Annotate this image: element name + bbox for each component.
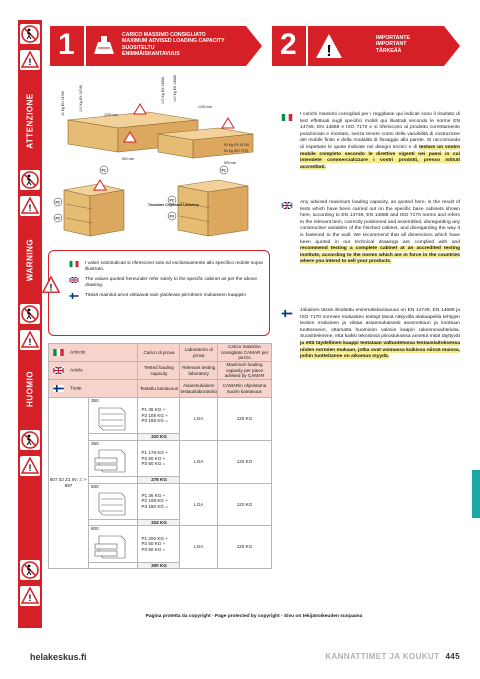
body-paragraph-it: I carichi massimi consigliati per i reggibase qui indicati sono il risultato di test effettuati sugli specifici mobili qui illustrati secondo le norme EN 14749, EN 14688 e ISO 7170 e si riferiscono al prodotto correttamente posizionato e montato, senza tenere conto della variabilità di costruzione del mobile finito e della modalità di fissaggio alla parete. Si raccomanda di rispettare le quote indicate nei disegni tecnici e di testare un vostro mobile completo secondo le direttive vigenti nei paesi in cui intendete commercializzare i vostri prodotti, presso istituti accreditati.	[300, 112, 460, 170]
header-max-load: Maximum loading capacity per piece advised by CAMAR	[218, 362, 272, 380]
shelf-label: P2	[169, 198, 174, 203]
header-tested-load: Testattu kantavuus	[138, 380, 180, 398]
table-header-row	[49, 344, 272, 362]
note-text-fi: Tässä mainitut arvot viittaavat vain yläolevan piirroksen mukaiseen kaappiin	[85, 293, 247, 298]
header-article: Tuote	[70, 385, 82, 391]
warning-triangle-icon	[20, 456, 40, 476]
side-load-label-2: 50 Kg ISO 7170	[224, 149, 249, 153]
header-tested-load: Carico di prova	[138, 344, 180, 362]
banner-important	[272, 26, 460, 66]
shelf-label: P3	[169, 214, 174, 219]
load-diagram	[48, 75, 262, 246]
lab-value: LGA	[180, 440, 218, 483]
max-load-value: 120 KG	[218, 398, 272, 441]
total-load: 278 KG	[138, 476, 180, 483]
width-label: 600	[91, 526, 99, 532]
lab-value: LGA	[180, 398, 218, 441]
sidebar-label-en: WARNING	[25, 238, 35, 282]
flag-finland-icon	[69, 293, 79, 299]
table-row	[49, 398, 272, 434]
flag-finland-icon	[53, 385, 64, 392]
flag-uk-icon	[281, 202, 293, 209]
panel-material-label: Truciolare Chipboard Lastulevy	[148, 203, 199, 207]
note-text-en: The values quoted hereunder refer solely to the specific cabinet as per the above drawing.	[85, 277, 257, 288]
note-text-it: I valori sottoindicati si riferiscono solo ed esclusivamente allo specifico mobile sopra illustrato.	[85, 261, 263, 272]
shelf-label: P1	[221, 168, 226, 173]
svg-text:!: !	[28, 57, 32, 67]
load-scale-icon	[90, 34, 118, 58]
body-paragraph-fi: Jokainen tässä ilmoitettu enimmäiskantavuus on EN 14749, EN 14688 ja ISO 7170 normien mukaisten testejä tässä näkyvillä alakaapeilla tehtyjen testien mukainen ja viittaa asianmukaisesti asennettuun ja koottuun tuotteeseen, ottamatta huomioon valmiin kaapin rakennevaihteluita. Suosittelemme, että kaikki teknisissä piirustuksissa annetut mitat täyttyvät ja että täydellinen kaappi testataan valtuutetussa testauslaitoksessa niiden normien mukaan, jotka ovat voimassa kaikissa niissä maissa, joihin tuotteitanne on aikomus myydä.	[300, 308, 460, 360]
header-article: Articolo	[70, 349, 86, 355]
svg-text:!: !	[326, 43, 332, 60]
footer-site: helakeskus.fi	[30, 652, 87, 662]
width-label: 350	[91, 398, 99, 403]
section-title: KANNATTIMET JA KOUKUT	[325, 652, 440, 661]
step-number-1: 1	[58, 28, 75, 61]
load-breakdown: P1 200 KG + P2 50 KG + P3 50 KG =	[138, 526, 180, 562]
max-load-value: 120 KG	[218, 526, 272, 569]
width-label-2: 1200 mm	[198, 105, 213, 109]
flag-italy-icon	[53, 349, 64, 356]
banner1-text: CARICO MASSIMO CONSIGLIATO MAXIMUM ADVISED LOADING CAPACITY SUOSITELTU ENIMMÄISKANTAVUUS	[122, 32, 225, 58]
load-spec-table	[48, 343, 272, 569]
load-label-4: 100 Kg EN 14688	[173, 75, 177, 102]
lab-value: LGA	[180, 483, 218, 526]
sidebar-label-it: ATTENZIONE	[25, 93, 35, 149]
load-label-3: 100 Kg EN 14688	[161, 77, 165, 104]
header-lab: Laboratorio di prova	[180, 344, 218, 362]
step-number-2: 2	[280, 28, 297, 61]
page-number: 445	[445, 652, 460, 661]
width-label: 350	[91, 440, 99, 446]
svg-text:!: !	[28, 593, 32, 603]
lab-value: LGA	[180, 526, 218, 569]
no-climbing-icon	[20, 24, 40, 44]
width-label-3: 500 mm	[122, 157, 135, 161]
cabinet-shelves-icon	[91, 489, 131, 517]
total-load: 324 KG	[138, 519, 180, 526]
header-article: Article	[70, 367, 83, 373]
footer-section	[325, 652, 460, 661]
load-breakdown: P1 36 KG + P2 108 KG + P3 180 KG =	[138, 483, 180, 519]
no-climbing-icon	[20, 170, 40, 190]
article-code: 807 02 Z1 IN □□ + 897	[49, 398, 89, 569]
warning-triangle-icon	[314, 32, 344, 60]
load-label-2: 100 Kg EN 14749	[79, 85, 83, 112]
warning-triangle-icon	[20, 196, 40, 216]
svg-text:!: !	[49, 282, 53, 293]
total-load: 310 KG	[138, 434, 180, 441]
header-max-load: Carico massimo consigliato CAMAR per pezzo	[218, 344, 272, 362]
shelf-label: P3	[55, 216, 60, 221]
load-breakdown: P1 178 KG + P2 50 KG + P3 50 KG =	[138, 440, 180, 476]
shelf-label: P1	[101, 168, 106, 173]
section-tab	[472, 470, 480, 518]
cabinet-drawers-icon	[91, 446, 131, 474]
shelf-label: P2	[55, 200, 60, 205]
svg-text:!: !	[28, 203, 32, 213]
banner-max-load	[50, 26, 262, 66]
warning-sidebar	[18, 20, 42, 628]
no-climbing-icon	[20, 560, 40, 580]
width-label-1: 1200 mm	[104, 113, 119, 117]
max-load-value: 120 KG	[218, 483, 272, 526]
load-breakdown: P1 36 KG + P2 108 KG + P3 166 KG =	[138, 398, 180, 434]
warning-triangle-icon	[20, 330, 40, 350]
values-note	[48, 250, 270, 336]
total-load: 300 KG	[138, 562, 180, 569]
flag-uk-icon	[69, 277, 79, 283]
no-climbing-icon	[20, 304, 40, 324]
warning-triangle-icon	[20, 586, 40, 606]
banner2-text: IMPORTANTE IMPORTANT TÄRKEÄÄ	[376, 35, 410, 54]
header-tested-load: Tested loading capacity	[138, 362, 180, 380]
width-label: 600	[91, 483, 99, 489]
body-paragraph-en: Any advised maximum loading capacity, as quoted here, is the result of tests which have been carried out on the specific base cabinets shown here, according to EN 14749, EN 14688 and ISO 7170 norms and refers to the relevant item, correctly positioned and assembled, disregarding any constructive variables of the finished cabinet, and disregarding the way it is fastened to the wall. We recommend that all dimensions which have been quoted in our technical drawings are complied with and recommend testing a complete cabinet at an accredited testing institute, according to the norms which are in force in the countries where you intend to sell your products.	[300, 200, 460, 265]
flag-uk-icon	[53, 367, 64, 374]
svg-text:!: !	[28, 337, 32, 347]
base-cabinet-drawing	[64, 180, 248, 236]
load-label-1: 30 Kg EN 14749	[61, 91, 65, 116]
flag-italy-icon	[69, 261, 79, 267]
warning-triangle-icon	[42, 276, 60, 294]
width-label-4: 500 mm	[224, 161, 237, 165]
header-lab: Asianmukainen testauslaboratorio	[180, 380, 218, 398]
flag-italy-icon	[281, 114, 293, 121]
no-climbing-icon	[20, 430, 40, 450]
flag-finland-icon	[281, 310, 293, 317]
max-load-value: 120 KG	[218, 440, 272, 483]
cabinet-drawers-icon	[91, 532, 131, 560]
table-header-row	[49, 380, 272, 398]
copyright-notice: Pagina protetta da copyright - Page protected by copyright - Sivu on tekijänoikeuden suojaama	[145, 614, 363, 619]
cabinet-shelves-icon	[91, 404, 131, 432]
header-lab: Relevant testing laboratory	[180, 362, 218, 380]
sidebar-label-fi: HUOMIO	[25, 371, 35, 407]
svg-text:!: !	[28, 463, 32, 473]
warning-triangle-icon	[20, 50, 40, 70]
header-max-load: CAMARin ohjeistama suurin kantavuus	[218, 380, 272, 398]
side-load-label-1: 50 Kg EN 14749	[224, 143, 249, 147]
table-header-row	[49, 362, 272, 380]
